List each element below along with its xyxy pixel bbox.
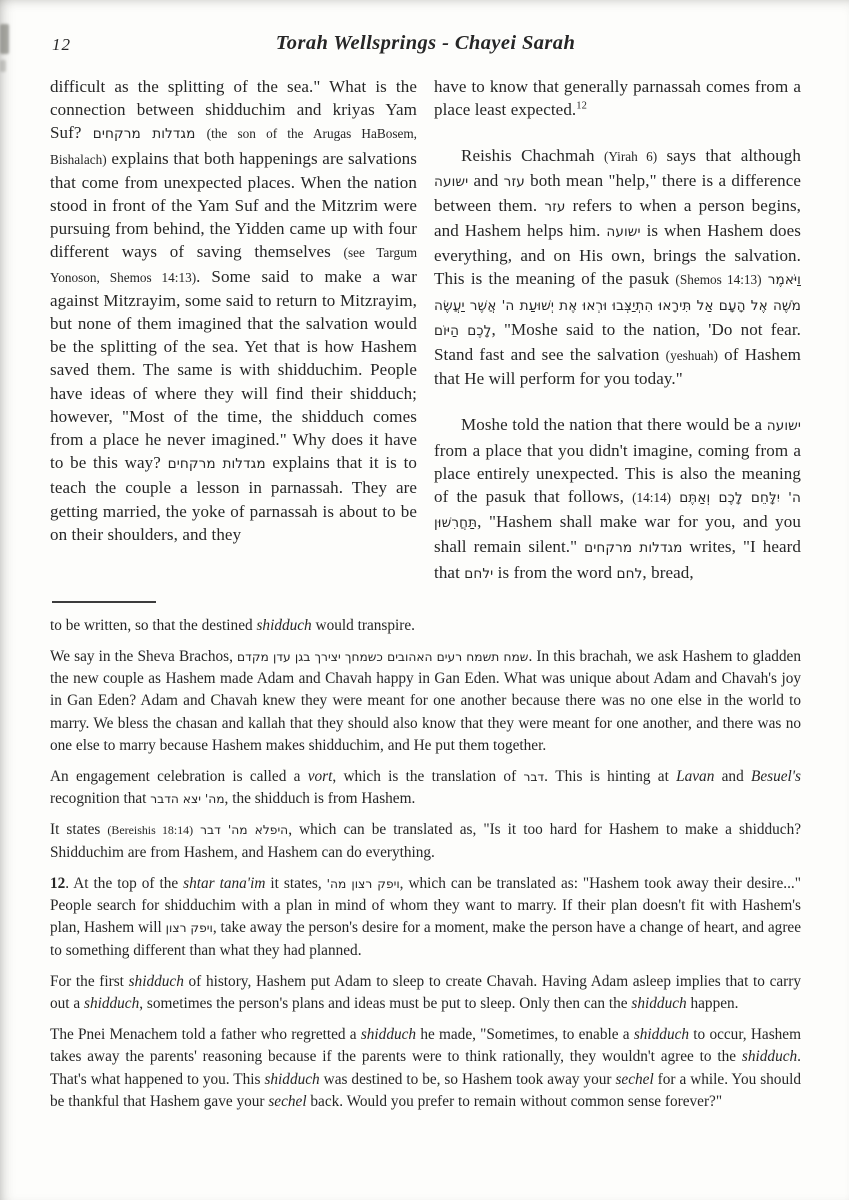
- right-column: [434, 75, 801, 586]
- body-paragraph: difficult as the splitting of the sea." What is the connection between shidduchim and kriyas Yam Suf? מגדלות מרקחים (the son of the Arugas HaBosem, Bishalach) explains that both happenings are salvations that come from unexpected places. When the nation stood in front of the Yam Suf and the Mitzrim were pursuing from behind, the Yidden came up with four different ways of saving themselves (see Targum Yonoson, Shemos 14:13). Some said to make a war against Mitzrayim, some said to return to Mitzrayim, but none of them imagined that the salvation would be the splitting of the sea. Yet that is how Hashem saved them. The same is with shidduchim. People have ideas of where they will find their shidduch; however, "Most of the time, the shidduch comes from a place he never imagined." Why does it have to be this way? מגדלות מרקחים explains that it is to teach the couple a lesson in parnassah. They are getting married, the yoke of parnassah is about to be on their shoulders, and they: [50, 77, 417, 544]
- footnote-paragraph: The Pnei Menachem told a father who regretted a shidduch he made, "Sometimes, to enable a shidduch to occur, Hashem takes away the parents' reasoning because if the parents were to think rationally, they wouldn't agree to the shidduch. That's what happened to you. This shidduch was destined to be, so Hashem took away your sechel for a while. You should be thankful that Hashem gave your sechel back. Would you prefer to remain without common sense forever?": [50, 1026, 802, 1110]
- body-paragraph: Reishis Chachmah (Yirah 6) says that although ישועה and עזר both mean "help," there is a difference between them. עזר refers to when a person begins, and Hashem helps him. ישועה is when Hashem does everything, and on His own, brings the salvation. This is the meaning of the pasuk (Shemos 14:13) וַיֹּאמֶר מֹשֶׁה אֶל הָעָם אַל תִּירָאוּ הִתְיַצְּבוּ וּרְאוּ אֶת יְשׁוּעַת ה' אֲשֶׁר יַעֲשֶׂה לָכֶם הַיּוֹם, "Moshe said to the nation, 'Do not fear. Stand fast and see the salvation (yeshuah) of Hashem that He will perform for you today.": [434, 146, 802, 389]
- footnote-separator: [52, 601, 156, 603]
- main-text-columns: [50, 75, 801, 586]
- footnote-paragraph: An engagement celebration is called a vort, which is the translation of דבר. This is hinting at Lavan and Besuel's recognition that מה' יצא הדבר, the shidduch is from Hashem.: [50, 768, 801, 808]
- left-column: [50, 75, 417, 586]
- page-content: [50, 32, 801, 1113]
- footnote-paragraph: For the first shidduch of history, Hashem put Adam to sleep to create Chavah. Having Adam asleep implies that to carry out a shidduch, sometimes the person's plans and ideas must be put to sleep. Only then can the shidduch happen.: [50, 972, 801, 1012]
- scan-artifact: [0, 60, 6, 72]
- scan-artifact: [0, 24, 9, 54]
- page-title: Torah Wellsprings - Chayei Sarah: [275, 32, 576, 54]
- footnote-paragraph: It states (Bereishis 18:14) היפלא מה' דבר, which can be translated as, "Is it too hard for Hashem to make a shidduch? Shidduchim are from Hashem, and Hashem can do everything.: [50, 821, 802, 861]
- footnote-paragraph: 12. At the top of the shtar tana'im it states, ויפק רצון מה', which can be translated as: "Hashem took away their desire..." People search for shidduchim with a plan in mind of whom they want to marry. If their plan doesn't fit with Hashem's plan, Hashem will ויפק רצון, take away the person's desire for a moment, make the person have a change of heart, and agree to something different than what they had planned.: [50, 874, 801, 959]
- body-paragraph: Moshe told the nation that there would be a ישועה from a place that you didn't imagine, coming from a place entirely unexpected. This is also the meaning of the pasuk that follows, (14:14) ה' יִלָּחֵם לָכֶם וְאַתֶּם תַּחֲרִשׁוּן, "Hashem shall make war for you, and you shall remain silent." מגדלות מרקחים writes, "I heard that ילחם is from the word לחם, bread,: [434, 415, 801, 582]
- body-paragraph: have to know that generally parnassah comes from a place least expected.$^{12}$: [434, 77, 801, 120]
- footnote-paragraph: We say in the Sheva Brachos, שמח תשמח רעים האהובים כשמחך יצירך בגן עדן מקדם. In this brachah, we ask Hashem to gladden the new couple as Hashem made Adam and Chavah happy in Gan Eden. What was unique about Adam and Chavah's joy in Gan Eden? Adam and Chavah knew they were meant for one another because there was no one else in the world to marry. We bless the chasan and kallah that they should also know that they were meant for one another, and there was no one else to marry because Hashem makes shidduchim, and He put them together.: [50, 648, 802, 754]
- footnotes-section: [50, 615, 801, 1113]
- page-number: 12: [52, 35, 71, 54]
- footnote-paragraph: to be written, so that the destined shidduch would transpire.: [50, 616, 415, 634]
- page-header: [50, 32, 801, 58]
